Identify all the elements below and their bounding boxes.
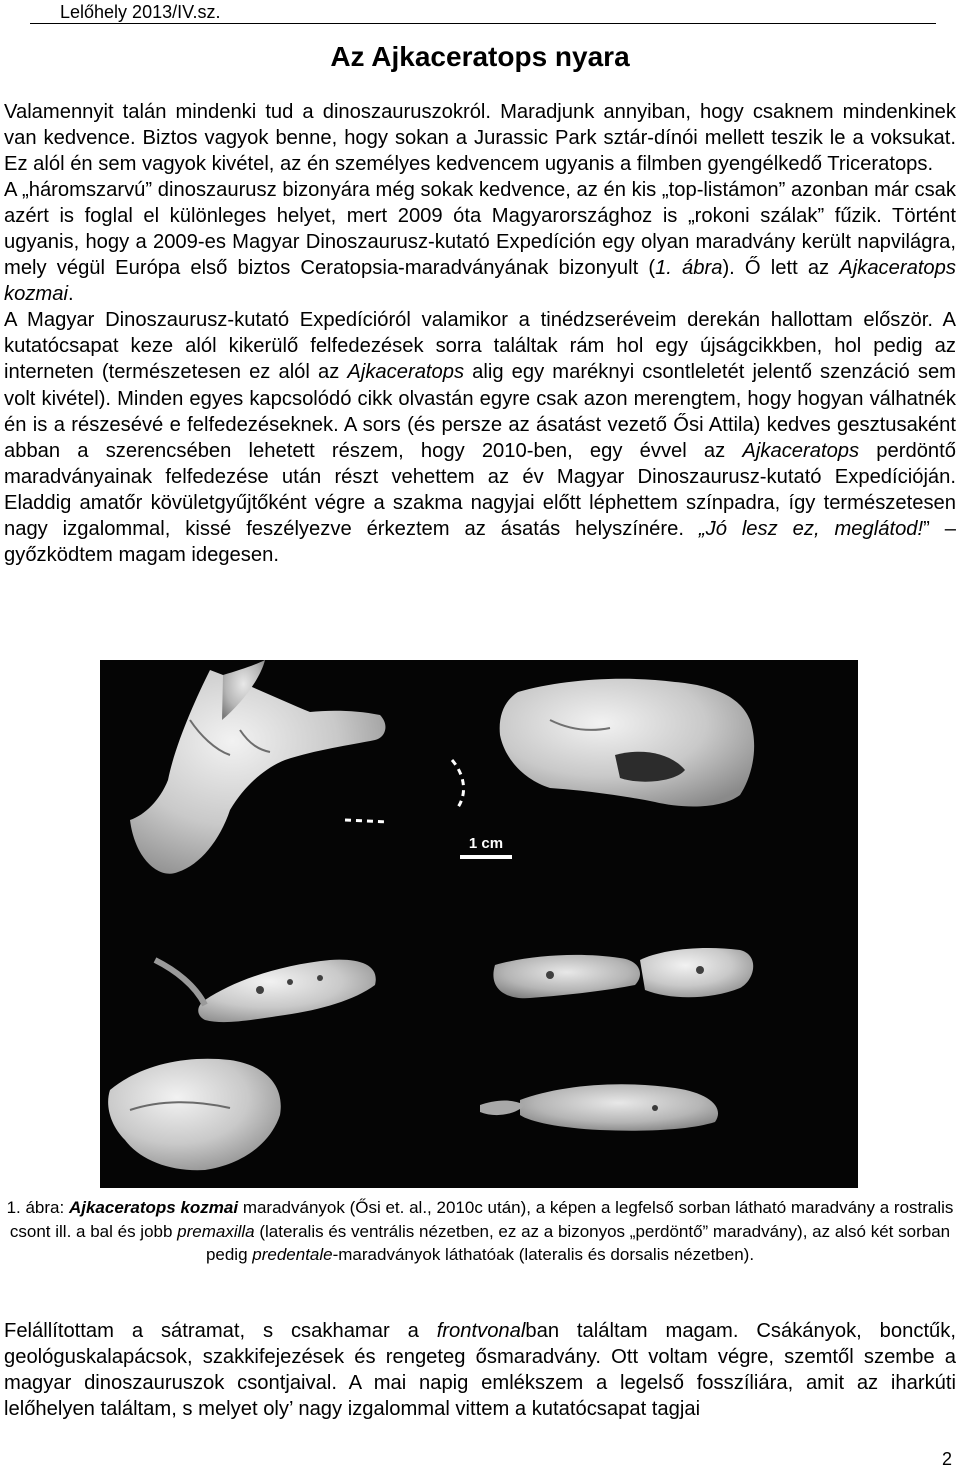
paragraph-2-text-a: A „háromszarvú” dinoszaurusz bizonyára még sokak kedvence, az én kis „top-listámon” azonban már csak azért is foglal el különleges helyet, mert 2009 óta Magyarországhoz is „rokoni szálak” fűzik. Történt ugyanis, hogy a 2009-es Magyar Dinoszaurusz-kutató Expedíción egy olyan maradvány került napvilágra, mely végül Európa első biztos Ceratopsia-maradványának bizonyult (	[4, 179, 956, 280]
paragraph-3-text-d: ” – győzködtem magam idegesen.	[4, 517, 956, 566]
caption-premaxilla: premaxilla	[177, 1221, 255, 1241]
quote-text: „Jó lesz ez, meglátod!	[698, 517, 924, 540]
species-name: Ajkaceratops kozmai	[4, 257, 956, 306]
page-number: 2	[941, 1449, 952, 1469]
paragraph-3-text-b: alig egy maréknyi csontleletét jelentő szenzáció sem volt kivétel). Minden egyes kapcsolódó cikk olvastán egyre csak azon merengtem, hogy hogyan válhatnék én is a részesévé e felfedezéseknek. A sors (és persze az ásatást vezető Ősi Attila) kedves gesztusaként abban a szerencsében lehetett részem, hogy 2010-ben, egy évvel az	[4, 361, 956, 462]
intro-text	[4, 99, 956, 568]
caption-text-2: (lateralis és ventrális nézetben, ez az a bizonyos „perdöntő” maradvány), az alsó két sorban pedig	[205, 1221, 951, 1265]
figure-reference: 1. ábra	[655, 257, 723, 280]
scale-label: 1 cm	[468, 835, 504, 852]
caption-text-3: -maradványok láthatóak (lateralis és dorsalis nézetben).	[332, 1245, 755, 1265]
paragraph-4-text-b: ban találtam magam. Csákányok, bonctűk, geológuskalapácsok, szakkifejezések és rengeteg ősmaradvány. Ott voltam végre, szemtől szembe a magyar dinoszauruszok csontjaival. A mai napig emlékszem a legelső fosszíliára, amit az iharkúti lelőhelyen találtam, s melyet oly’ nagy izgalommal vittem a kutatócsapat tagjai	[4, 1320, 956, 1421]
paragraph-4	[4, 1318, 956, 1422]
caption-text	[4, 1196, 956, 1267]
header-text: Lelőhely 2013/IV.sz.	[60, 2, 221, 22]
frontvonal-word: frontvonal	[436, 1320, 526, 1342]
paragraph-2-text-c: .	[67, 283, 74, 306]
paragraph-3-text-a: A Magyar Dinoszaurusz-kutató Expedícióról valamikor a tinédzseréveim derekán hallottam először. A kutatócsapat keze alól kikerülő felfedezések sorra találtak rám hol egy újságcikkben, hol pedig az interneten (természetesen ez alól az	[4, 309, 956, 384]
paragraph-1: Valamennyit talán mindenki tud a dinoszauruszokról. Maradjunk annyiban, hogy csaknem mindenkinek van kedvence. Biztos vagyok benne, hogy sokan a Jurassic Park sztár-dínói mellett teszik le a voksukat. Ez alól én sem vagyok kivétel, az én személyes kedvencem ugyanis a filmben gyengélkedő Triceratops.	[4, 101, 956, 176]
article-title	[0, 39, 960, 75]
outro-text	[4, 1318, 956, 1422]
caption-prefix: 1. ábra:	[6, 1198, 69, 1217]
paragraph-2-text-b: ). Ő lett az	[722, 257, 840, 280]
paragraph-4-text-a: Felállítottam a sátramat, s csakhamar a	[4, 1320, 437, 1342]
caption-text-1: maradványok (Ősi et. al., 2010c után), a képen a legfelső sorban látható maradvány a rostralis csont ill. a bal és jobb	[9, 1198, 954, 1241]
fossil-photo-graphic	[100, 660, 858, 1188]
scale-bar	[460, 855, 512, 859]
paragraph-2	[4, 177, 956, 307]
genus-name: Ajkaceratops	[347, 361, 465, 384]
caption-species-name: Ajkaceratops kozmai	[68, 1198, 239, 1217]
paragraph-3-text-c: perdöntő maradványainak felfedezése után részt vehettem az év Magyar Dinoszaurusz-kutató Expedícióján. Eladdig amatőr kövületgyűjtőként végre a szakma nagyjai előtt léphettem színpadra, így természetesen nagy izgalommal, kissé feszélyezve érkeztem az ásatás helyszínére.	[4, 439, 956, 540]
figure-caption	[4, 1196, 956, 1267]
article-title-text: Az Ajkaceratops nyara	[330, 41, 630, 72]
fossil-photo	[100, 660, 858, 1188]
genus-name: Ajkaceratops	[742, 439, 860, 462]
caption-predentale: predentale	[252, 1245, 333, 1265]
paragraph-3	[4, 307, 956, 567]
